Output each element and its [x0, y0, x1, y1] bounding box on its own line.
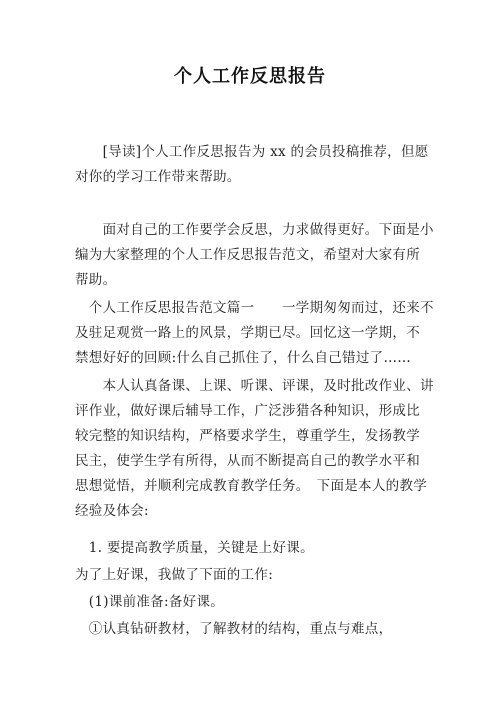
text-line: 较完整的知识结构，严格要求学生，尊重学生，发扬教学 [75, 428, 420, 444]
document-title: 个人工作反思报告 [174, 66, 326, 87]
text-line: 为了上好课，我做了下面的工作: [75, 567, 274, 583]
text-line: 本人认真备课、上课、听课、评课，及时批改作业、讲 [75, 378, 434, 394]
list-item-1 [75, 536, 435, 561]
text-line: 民主，使学生学有所得，从而不断提高自己的教学水平和 [75, 453, 420, 469]
paragraph-2 [75, 296, 435, 371]
sub-item-1 [75, 590, 435, 615]
paragraph-1 [75, 218, 435, 293]
text-line: ①认真钻研教材，了解教材的结构，重点与难点， [75, 621, 393, 637]
text-line: 帮助。 [75, 272, 117, 288]
text-line: 及驻足观赏一路上的风景，学期已尽。回忆这一学期，不 [75, 325, 420, 341]
intro-paragraph [75, 140, 435, 190]
text-line: 经验及体会: [75, 503, 149, 519]
text-line: 对你的学习工作带来帮助。 [75, 169, 241, 185]
text-line: 禁想好好的回顾:什么自己抓住了，什么自己错过了…… [75, 350, 412, 366]
paragraph-3 [75, 374, 435, 524]
text-line: 思想觉悟，并顺利完成教育教学任务。 下面是本人的教学 [75, 478, 428, 494]
text-line: 编为大家整理的个人工作反思报告范文，希望对大家有所 [75, 247, 420, 263]
text-line: 评作业，做好课后辅导工作，广泛涉猎各种知识，形成比 [75, 403, 420, 419]
text-line: 个人工作反思报告范文篇一 一学期匆匆而过，还来不 [75, 300, 434, 316]
text-line: (1)课前准备:备好课。 [75, 594, 225, 610]
text-line: [导读]个人工作反思报告为 xx 的会员投稿推荐，但愿 [75, 144, 429, 160]
list-item-1-continuation [75, 563, 435, 588]
sub-item-1a [75, 617, 435, 642]
text-line: 面对自己的工作要学会反思，力求做得更好。下面是小 [75, 222, 434, 238]
text-line: 1. 要提高教学质量，关键是上好课。 [75, 540, 314, 556]
